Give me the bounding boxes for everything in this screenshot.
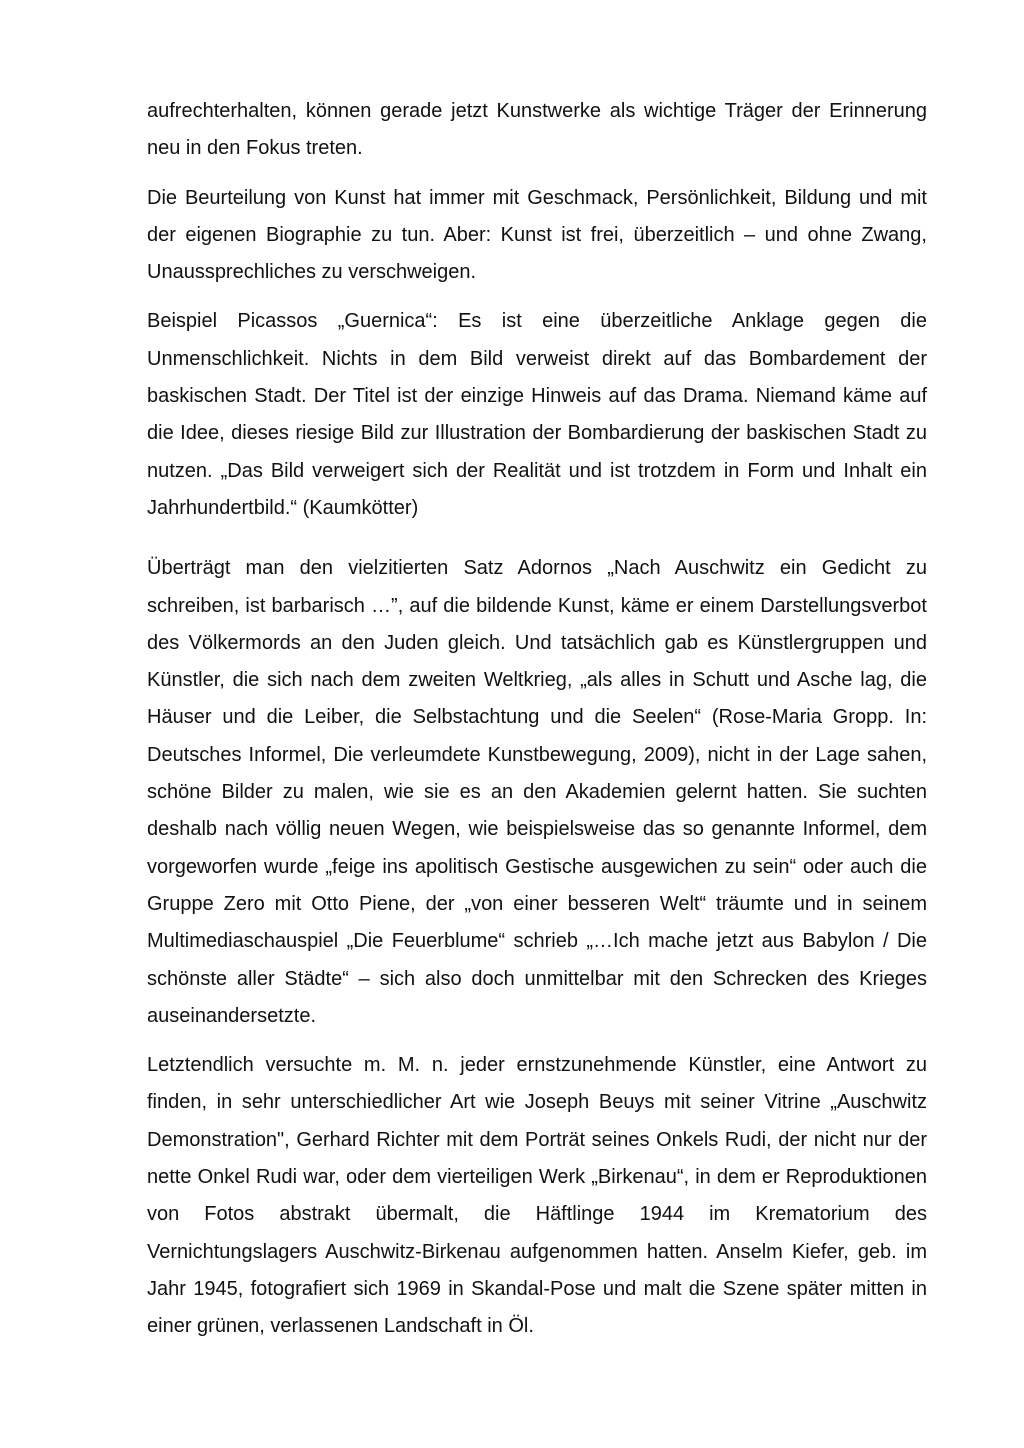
paragraph-beurteilung: Die Beurteilung von Kunst hat immer mit Geschmack, Persönlichkeit, Bildung und mit der eigenen Biographie zu tun. Aber: Kunst ist frei, überzeitlich – und ohne Zwang, Unaussprechliches zu verschweigen. [147,186,927,284]
paragraph-kuenstler: Letztendlich versuchte m. M. n. jeder ernstzunehmende Künstler, eine Antwort zu finden, in sehr unterschiedlicher Art wie Joseph Beuys mit seiner Vitrine „Auschwitz Demonstration", Gerhard Richter mit dem Porträt seines Onkels Rudi, der nicht nur der nette Onkel Rudi war, oder dem vierteiligen Werk „Birkenau“, in dem er Reproduktionen von Fotos abstrakt übermalt, die Häftlinge 1944 im Krematorium des Vernichtungslagers Auschwitz-Birkenau aufgenommen hatten. Anselm Kiefer, geb. im Jahr 1945, fotografiert sich 1969 in Skandal-Pose und malt die Szene später mitten in einer grünen, verlassenen Landschaft in Öl. [147,1054,927,1338]
body-text [147,93,927,1346]
paragraph-erinnerung: aufrechterhalten, können gerade jetzt Kunstwerke als wichtige Träger der Erinnerung neu in den Fokus treten. [147,100,927,160]
paragraph-guernica: Beispiel Picassos „Guernica“: Es ist eine überzeitliche Anklage gegen die Unmenschlichkeit. Nichts in dem Bild verweist direkt auf das Bombardement der baskischen Stadt. Der Titel ist der einzige Hinweis auf das Drama. Niemand käme auf die Idee, dieses riesige Bild zur Illustration der Bombardierung der baskischen Stadt zu nutzen. „Das Bild verweigert sich der Realität und ist trotzdem in Form und Inhalt ein Jahrhundertbild.“ (Kaumkötter) [147,310,927,519]
paragraph-adorno: Überträgt man den vielzitierten Satz Adornos „Nach Auschwitz ein Gedicht zu schreiben, ist barbarisch …”, auf die bildende Kunst, käme er einem Darstellungsverbot des Völkermords an den Juden gleich. Und tatsächlich gab es Künstlergruppen und Künstler, die sich nach dem zweiten Weltkrieg, „als alles in Schutt und Asche lag, die Häuser und die Leiber, die Selbstachtung und die Seelen“ (Rose-Maria Gropp. In: Deutsches Informel, Die verleumdete Kunstbewegung, 2009), nicht in der Lage sahen, schöne Bilder zu malen, wie sie es an den Akademien gelernt hatten. Sie suchten deshalb nach völlig neuen Wegen, wie beispielsweise das so genannte Informel, dem vorgeworfen wurde „feige ins apolitisch Gestische ausgewichen zu sein“ oder auch die Gruppe Zero mit Otto Piene, der „von einer besseren Welt“ träumte und in seinem Multimediaschauspiel „Die Feuerblume“ schrieb „…Ich mache jetzt aus Babylon / Die schönste aller Städte“ – sich also doch unmittelbar mit den Schrecken des Krieges auseinandersetzte. [147,557,927,1027]
